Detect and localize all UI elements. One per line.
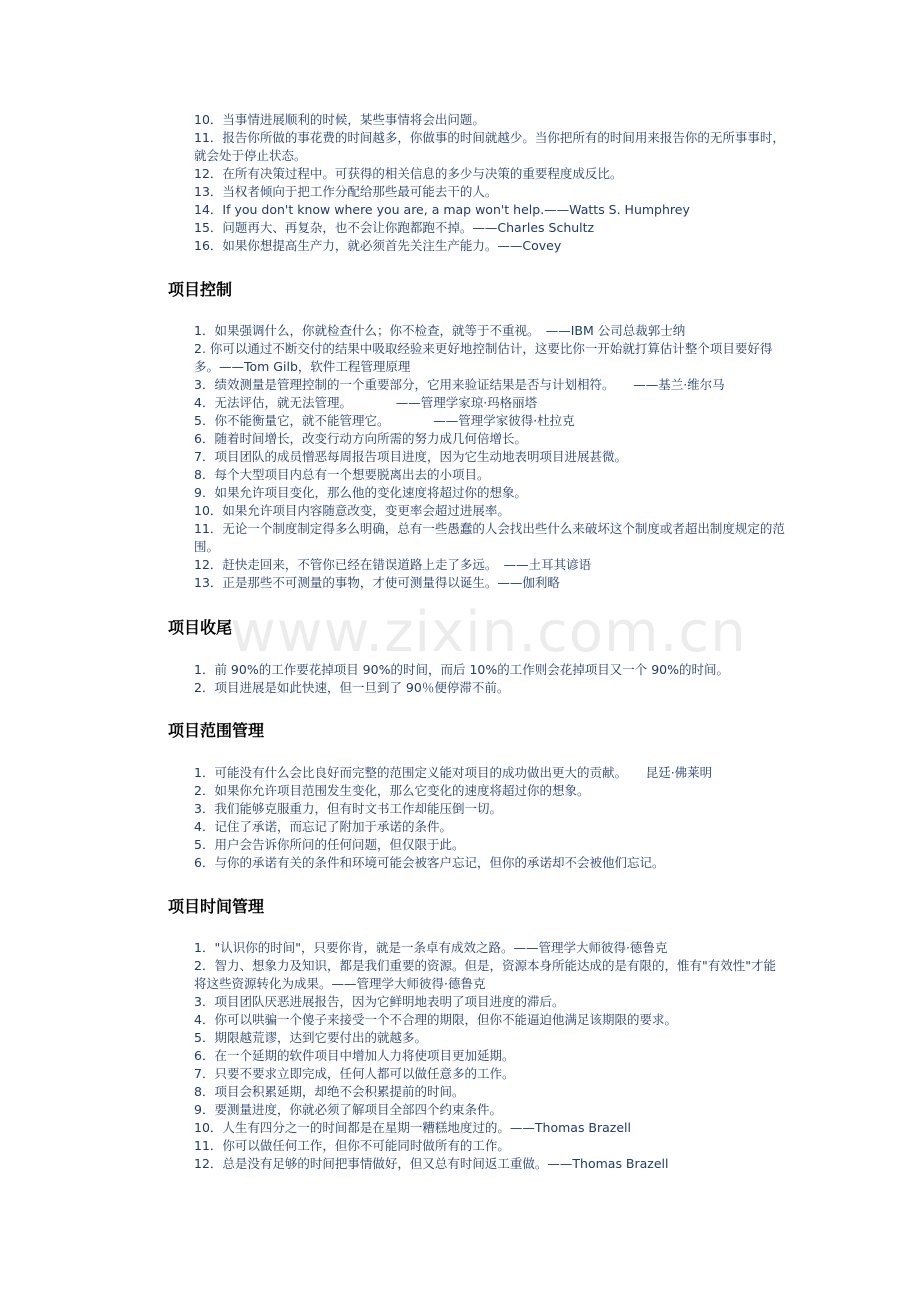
list-item: 3．绩效测量是管理控制的一个重要部分，它用来验证结果是否与计划相符。 ——基兰·维尔马 bbox=[194, 377, 725, 392]
project-time-list bbox=[194, 939, 786, 1173]
list-item: 12．赶快走回来，不管你已经在错误道路上走了多远。 ——土耳其谚语 bbox=[194, 557, 592, 572]
list-item: 6．与你的承诺有关的条件和环境可能会被客户忘记，但你的承诺却不会被他们忘记。 bbox=[194, 855, 665, 870]
list-item: 14．If you don't know where you are, a map won't help.——Watts S. Humphrey bbox=[194, 202, 690, 217]
list-item: 13．当权者倾向于把工作分配给那些最可能去干的人。 bbox=[194, 184, 498, 199]
list-item: 10．当事情进展顺利的时候，某些事情将会出问题。 bbox=[194, 112, 485, 127]
list-item: 3．项目团队厌恶进展报告，因为它鲜明地表明了项目进度的滞后。 bbox=[194, 994, 565, 1009]
section-title-project-scope: 项目范围管理 bbox=[168, 721, 265, 740]
list-item: 6．随着时间增长，改变行动方向所需的努力成几何倍增长。 bbox=[194, 431, 527, 446]
project-scope-list bbox=[194, 764, 786, 872]
list-item: 1．如果强调什么，你就检查什么；你不检查，就等于不重视。 ——IBM 公司总裁郭士纳 bbox=[194, 323, 686, 338]
list-item: 2．项目进展是如此快速，但一旦到了 90％便停滞不前。 bbox=[194, 680, 510, 695]
section-title-project-time: 项目时间管理 bbox=[168, 897, 265, 916]
list-item: 1．"认识你的时间"，只要你肯，就是一条卓有成效之路。——管理学大师彼得·德鲁克 bbox=[194, 940, 668, 955]
list-item: 16．如果你想提高生产力，就必须首先关注生产能力。——Covey bbox=[194, 238, 562, 253]
list-item: 8．每个大型项目内总有一个想要脱离出去的小项目。 bbox=[194, 467, 490, 482]
project-closing-list bbox=[194, 661, 786, 697]
list-item: 5．期限越荒谬，达到它要付出的就越多。 bbox=[194, 1030, 427, 1045]
list-item: 2．如果你允许项目范围发生变化，那么它变化的速度将超过你的想象。 bbox=[194, 783, 590, 798]
list-item: 4．无法评估，就无法管理。 ——管理学家琼·玛格丽塔 bbox=[194, 395, 538, 410]
list-item: 1．前 90%的工作要花掉项目 90%的时间，而后 10%的工作则会花掉项目又一个 90%的时间。 bbox=[194, 662, 729, 677]
list-item: 9．如果允许项目变化，那么他的变化速度将超过你的想象。 bbox=[194, 485, 527, 500]
list-item: 2．智力、想象力及知识，都是我们重要的资源。但是，资源本身所能达成的是有限的，惟有"有效性"才能将这些资源转化为成果。——管理学大师彼得·德鲁克 bbox=[194, 958, 776, 991]
list-item: 12．在所有决策过程中。可获得的相关信息的多少与决策的重要程度成反比。 bbox=[194, 166, 623, 181]
list-item: 9．要测量进度，你就必须了解项目全部四个约束条件。 bbox=[194, 1102, 502, 1117]
list-item: 15．问题再大、再复杂，也不会让你跑都跑不掉。——Charles Schultz bbox=[194, 220, 595, 235]
section-title-project-closing: 项目收尾 bbox=[168, 618, 233, 637]
list-item: 7．只要不要求立即完成，任何人都可以做任意多的工作。 bbox=[194, 1066, 515, 1081]
section-title-project-control: 项目控制 bbox=[168, 280, 233, 299]
list-item: 10．人生有四分之一的时间都是在星期一糟糕地度过的。——Thomas Brazell bbox=[194, 1120, 632, 1135]
project-control-list bbox=[194, 322, 786, 592]
list-item: 4．记住了承诺，而忘记了附加于承诺的条件。 bbox=[194, 819, 452, 834]
list-item: 2. 你可以通过不断交付的结果中吸取经验来更好地控制估计，这要比你一开始就打算估计整个项目要好得多。——Tom Gilb，软件工程管理原理 bbox=[194, 341, 773, 374]
list-item: 10．如果允许项目内容随意改变，变更率会超过进展率。 bbox=[194, 503, 510, 518]
list-item: 11．无论一个制度制定得多么明确，总有一些愚蠢的人会找出些什么来破坏这个制度或者超出制度规定的范围。 bbox=[194, 521, 785, 554]
list-item: 13．正是那些不可测量的事物，才使可测量得以诞生。——伽利略 bbox=[194, 575, 560, 590]
list-item: 12．总是没有足够的时间把事情做好，但又总有时间返工重做。——Thomas Brazell bbox=[194, 1156, 669, 1171]
list-item: 7．项目团队的成员憎恶每周报告项目进度，因为它生动地表明项目进展甚微。 bbox=[194, 449, 627, 464]
list-item: 6．在一个延期的软件项目中增加人力将使项目更加延期。 bbox=[194, 1048, 515, 1063]
list-item: 11．报告你所做的事花费的时间越多，你做事的时间就越少。当你把所有的时间用来报告你的无所事事时，就会处于停止状态。 bbox=[194, 130, 785, 163]
watermark: www.zixin.com.cn bbox=[230, 600, 747, 665]
list-item: 11．你可以做任何工作，但你不可能同时做所有的工作。 bbox=[194, 1138, 510, 1153]
list-item: 5．用户会告诉你所问的任何问题，但仅限于此。 bbox=[194, 837, 465, 852]
list-item: 3．我们能够克服重力，但有时文书工作却能压倒一切。 bbox=[194, 801, 502, 816]
intro-list bbox=[194, 111, 786, 255]
list-item: 5．你不能衡量它，就不能管理它。 ——管理学家彼得·杜拉克 bbox=[194, 413, 575, 428]
list-item: 4．你可以哄骗一个傻子来接受一个不合理的期限，但你不能逼迫他满足该期限的要求。 bbox=[194, 1012, 677, 1027]
list-item: 1．可能没有什么会比良好而完整的范围定义能对项目的成功做出更大的贡献。 昆廷·佛莱明 bbox=[194, 765, 713, 780]
list-item: 8．项目会积累延期，却绝不会积累提前的时间。 bbox=[194, 1084, 465, 1099]
